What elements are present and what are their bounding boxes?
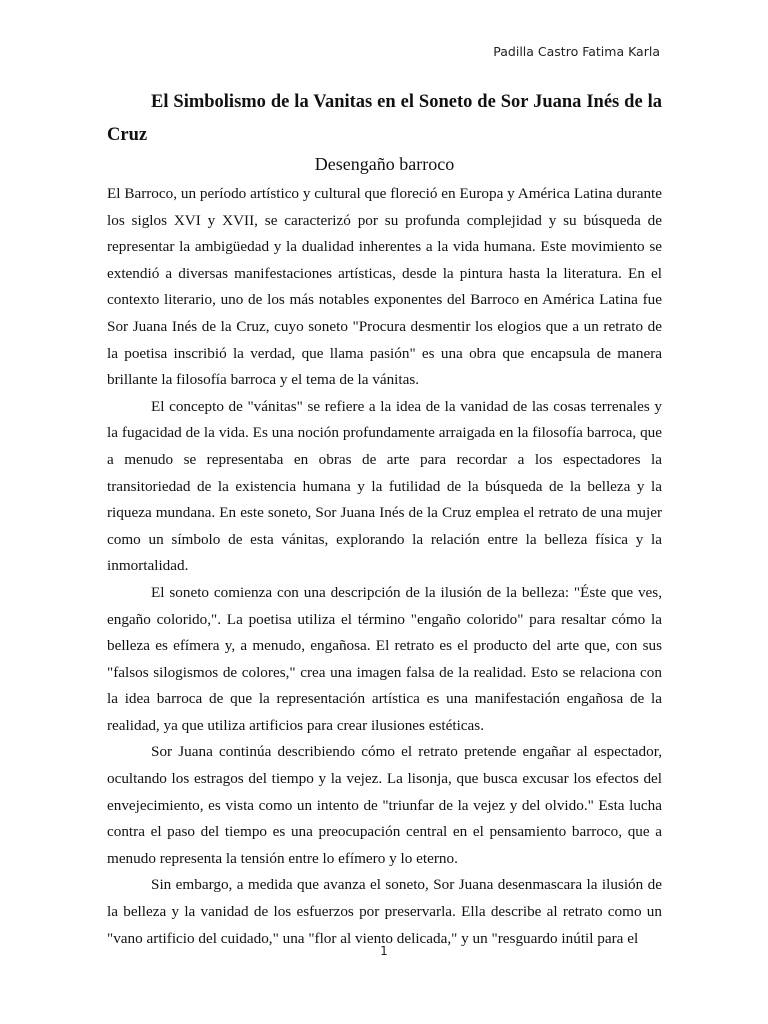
paragraph: Sor Juana continúa describiendo cómo el retrato pretende engañar al espectador, ocultando los estragos del tiempo y la vejez. La lisonja, que busca excusar los efectos del envejecimiento, es vista como un intento de "triunfar de la vejez y del olvido." Esta lucha contra el paso del tiempo es una preocupación central en el pensamiento barroco, que a menudo representa la tensión entre lo efímero y lo eterno. — [107, 743, 662, 867]
paragraph: Sin embargo, a medida que avanza el soneto, Sor Juana desenmascara la ilusión de la belleza y la vanidad de los esfuerzos por preservarla. Ella describe al retrato como un "vano artificio del cuidado," una "flor al viento delicada," y un "resguardo inútil para el — [107, 876, 662, 947]
document-subtitle: Desengaño barroco — [314, 154, 455, 174]
page-number: 1 — [380, 944, 388, 958]
paragraph: El Barroco, un período artístico y cultural que floreció en Europa y América Latina durante los siglos XVI y XVII, se caracterizó por su profunda complejidad y su búsqueda de representar la ambigüedad y la dualidad inherentes a la vida humana. Este movimiento se extendió a diversas manifestaciones artísticas, desde la pintura hasta la literatura. En el contexto literario, uno de los más notables exponentes del Barroco en América Latina fue Sor Juana Inés de la Cruz, cuyo soneto "Procura desmentir los elogios que a un retrato de la poetisa inscribió la verdad, que llama pasión" es una obra que encapsula de manera brillante la filosofía barroca y el tema de la vánitas. — [107, 185, 662, 389]
paragraph: El concepto de "vánitas" se refiere a la idea de la vanidad de las cosas terrenales y la fugacidad de la vida. Es una noción profundamente arraigada en la filosofía barroca, que a menudo se representaba en obras de arte para recordar a los espectadores la transitoriedad de la existencia humana y la futilidad de la búsqueda de la belleza y la riqueza mundana. En este soneto, Sor Juana Inés de la Cruz emplea el retrato de una mujer como un símbolo de esta vánitas, explorando la relación entre la belleza física y la inmortalidad. — [107, 397, 662, 575]
paragraph: El soneto comienza con una descripción de la ilusión de la belleza: "Éste que ves, engaño colorido,". La poetisa utiliza el término "engaño colorido" para resaltar cómo la belleza es efímera y, a menudo, engañosa. El retrato es el producto del arte que, con sus "falsos silogismos de colores," crea una imagen falsa de la realidad. Esto se relaciona con la idea barroca de que la representación artística es una manifestación engañosa de la realidad, ya que utiliza artificios para crear ilusiones estéticas. — [107, 583, 662, 734]
page-header-author: Padilla Castro Fatima Karla — [493, 44, 660, 59]
document-title: El Simbolismo de la Vanitas en el Soneto de Sor Juana Inés de la Cruz — [107, 92, 662, 145]
document-body — [107, 181, 662, 952]
